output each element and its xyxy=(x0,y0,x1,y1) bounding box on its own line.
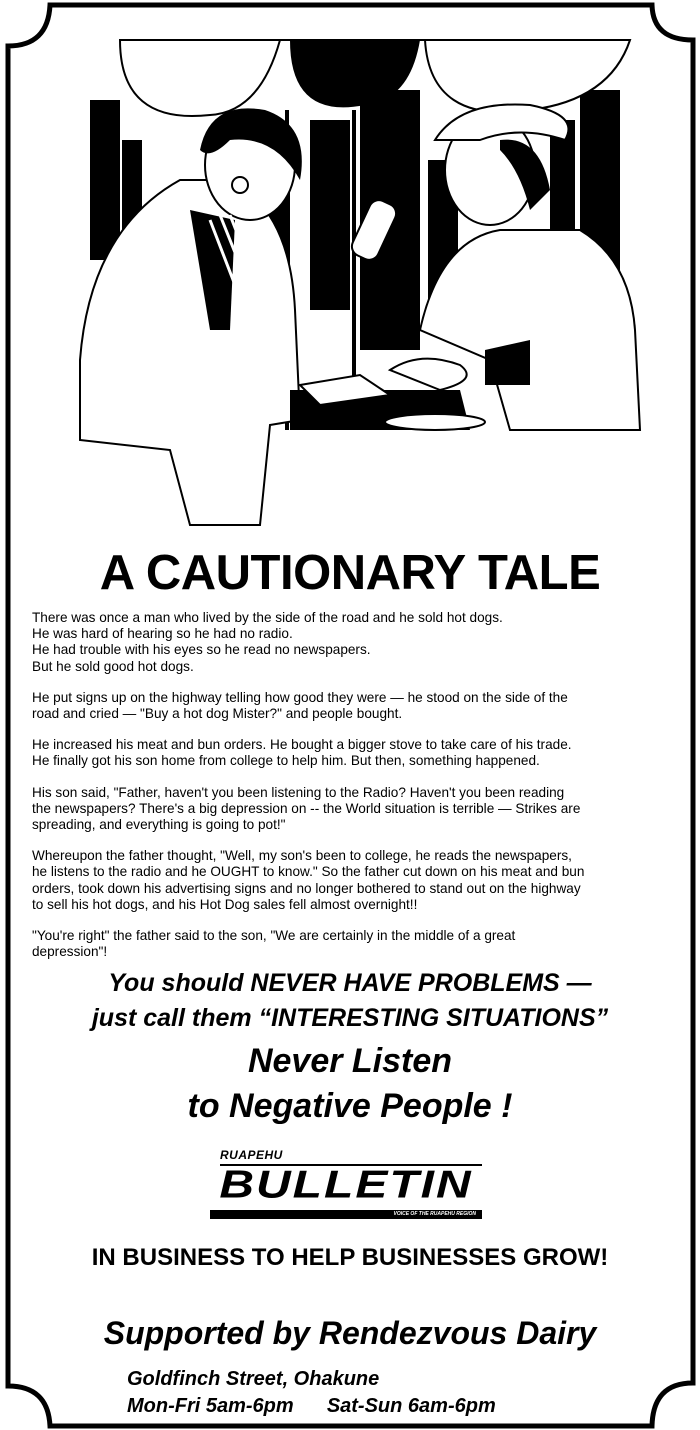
story-body xyxy=(32,610,672,975)
weekday-hours: Mon-Fri 5am-6pm xyxy=(127,1395,294,1417)
story-paragraph: His son said, "Father, haven't you been listening to the Radio? Haven't you been reading the newspapers? There's a big depression on -- the World situation is terrible — Strikes are spreading, and everything is going to pot!" xyxy=(32,784,581,833)
story-paragraph: Whereupon the father thought, "Well, my son's been to college, he reads the newspapers, he listens to the radio and he OUGHT to know." So the father cut down on his meat and bun orders, took down his advertising signs and no longer bothered to stand out on the highway to sell his hot dogs, and his Hot Dog sales fell almost overnight!! xyxy=(32,848,585,912)
sponsor-line: Supported by Rendezvous Dairy xyxy=(103,1315,597,1351)
slogan-line-2: just call them “INTERESTING SITUATIONS” xyxy=(91,1004,609,1032)
headline: A CAUTIONARY TALE xyxy=(99,546,601,600)
ruapehu-bulletin-logo xyxy=(210,1148,482,1224)
opening-hours xyxy=(127,1393,627,1419)
story-paragraph: He put signs up on the highway telling how good they were — he stood on the side of the road and cried — "Buy a hot dog Mister?" and people bought. xyxy=(32,689,568,722)
slogan-line-1: You should NEVER HAVE PROBLEMS — xyxy=(108,969,592,997)
hot-dog-stand-illustration xyxy=(60,30,650,530)
never-listen-line-2: to Negative People ! xyxy=(187,1087,513,1125)
story-paragraph: There was once a man who lived by the side of the road and he sold hot dogs. He was hard of hearing so he had no radio. He had trouble with his eyes so he read no newspapers. But he sold good hot dogs. xyxy=(32,610,503,674)
logo-wordmark: BULLETIN xyxy=(219,1162,473,1207)
address: Goldfinch Street, Ohakune xyxy=(127,1368,380,1390)
logo-region-name: RUAPEHU xyxy=(220,1148,283,1162)
never-listen-line-1: Never Listen xyxy=(247,1042,453,1080)
story-paragraph: "You're right" the father said to the son, "We are certainly in the middle of a great depression"! xyxy=(32,928,516,960)
story-paragraph: He increased his meat and bun orders. He bought a bigger stove to take care of his trade. He finally got his son home from college to help him. But then, something happened. xyxy=(32,737,572,769)
logo-tagline: VOICE OF THE RUAPEHU REGION xyxy=(393,1211,476,1217)
business-slogan: IN BUSINESS TO HELP BUSINESSES GROW! xyxy=(91,1244,609,1271)
weekend-hours: Sat-Sun 6am-6pm xyxy=(326,1395,496,1417)
